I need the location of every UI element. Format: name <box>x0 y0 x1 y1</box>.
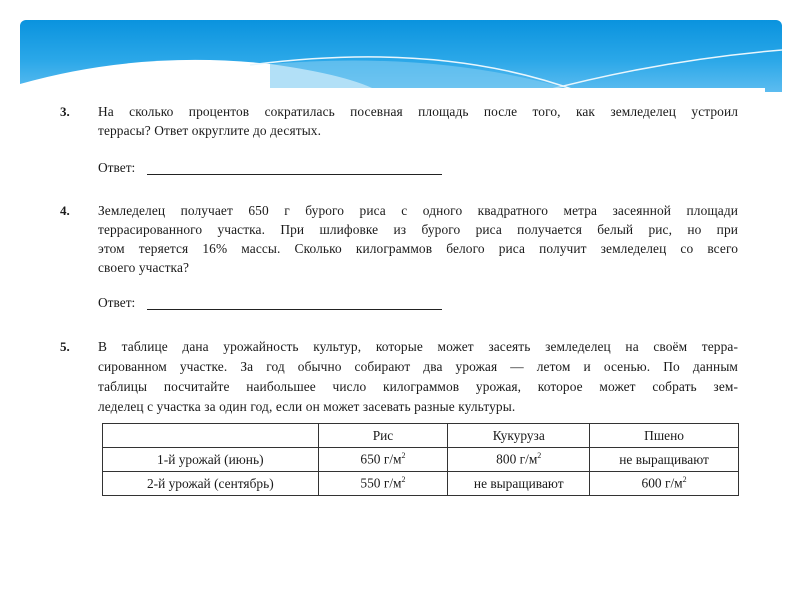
table-cell <box>448 448 590 472</box>
cell-value: 800 г/м <box>496 451 538 467</box>
table-header-cell: Рис <box>318 424 448 448</box>
wave-decoration <box>20 20 782 92</box>
question-text-line: таблицы посчитайте наибольшее число килограммов урожая, которое может собрать зем- <box>98 379 738 394</box>
answer-blank[interactable] <box>147 309 442 310</box>
table-row <box>103 448 739 472</box>
question-text-line: своего участка? <box>98 260 190 275</box>
table-cell <box>318 448 448 472</box>
question-text-line: Земледелец получает 650 г бурого риса с одного квадратного метра засеянной площади <box>98 203 738 218</box>
yield-table <box>102 423 739 496</box>
table-cell: не выращивают <box>448 472 590 496</box>
question-text-line: террасированного участка. При шлифовке из бурого риса получается белый рис, но при <box>98 222 738 237</box>
table-cell: 2-й урожай (сентябрь) <box>103 472 319 496</box>
unit-superscript: 2 <box>401 475 406 485</box>
header-banner <box>20 20 782 92</box>
answer-label: Ответ: <box>98 295 136 310</box>
table-cell: не выращивают <box>590 448 739 472</box>
table-header-row <box>103 424 739 448</box>
question-text-line: На сколько процентов сократилась посевная площадь после того, как земледелец устроил <box>98 104 738 119</box>
cell-value: 650 г/м <box>360 451 402 467</box>
unit-superscript: 2 <box>537 451 542 461</box>
table-cell <box>590 472 739 496</box>
table-row <box>103 472 739 496</box>
table-header-cell: Кукуруза <box>448 424 590 448</box>
cell-value: 600 г/м <box>641 475 683 491</box>
answer-blank[interactable] <box>147 174 442 175</box>
unit-superscript: 2 <box>401 451 406 461</box>
question-number: 4. <box>60 203 70 218</box>
cell-value: 550 г/м <box>360 475 402 491</box>
question-text-line: этом теряется 16% массы. Сколько килограммов белого риса получит земледелец со всего <box>98 241 738 256</box>
question-text-line: леделец с участка за один год, если он может засевать разные культуры. <box>98 399 516 414</box>
unit-superscript: 2 <box>682 475 687 485</box>
question-text-line: сированном участке. За год обычно собирают два урожая — летом и осенью. По данным <box>98 359 738 374</box>
table-header-cell: Пшено <box>590 424 739 448</box>
table-cell: 1-й урожай (июнь) <box>103 448 319 472</box>
answer-label: Ответ: <box>98 160 136 175</box>
question-number: 5. <box>60 339 70 354</box>
table-cell <box>318 472 448 496</box>
question-number: 3. <box>60 104 70 119</box>
question-text-line: террасы? Ответ округлите до десятых. <box>98 123 322 138</box>
question-text-line: В таблице дана урожайность культур, которые может засеять земледелец на своём терра- <box>98 339 738 354</box>
table-header-cell <box>103 424 319 448</box>
